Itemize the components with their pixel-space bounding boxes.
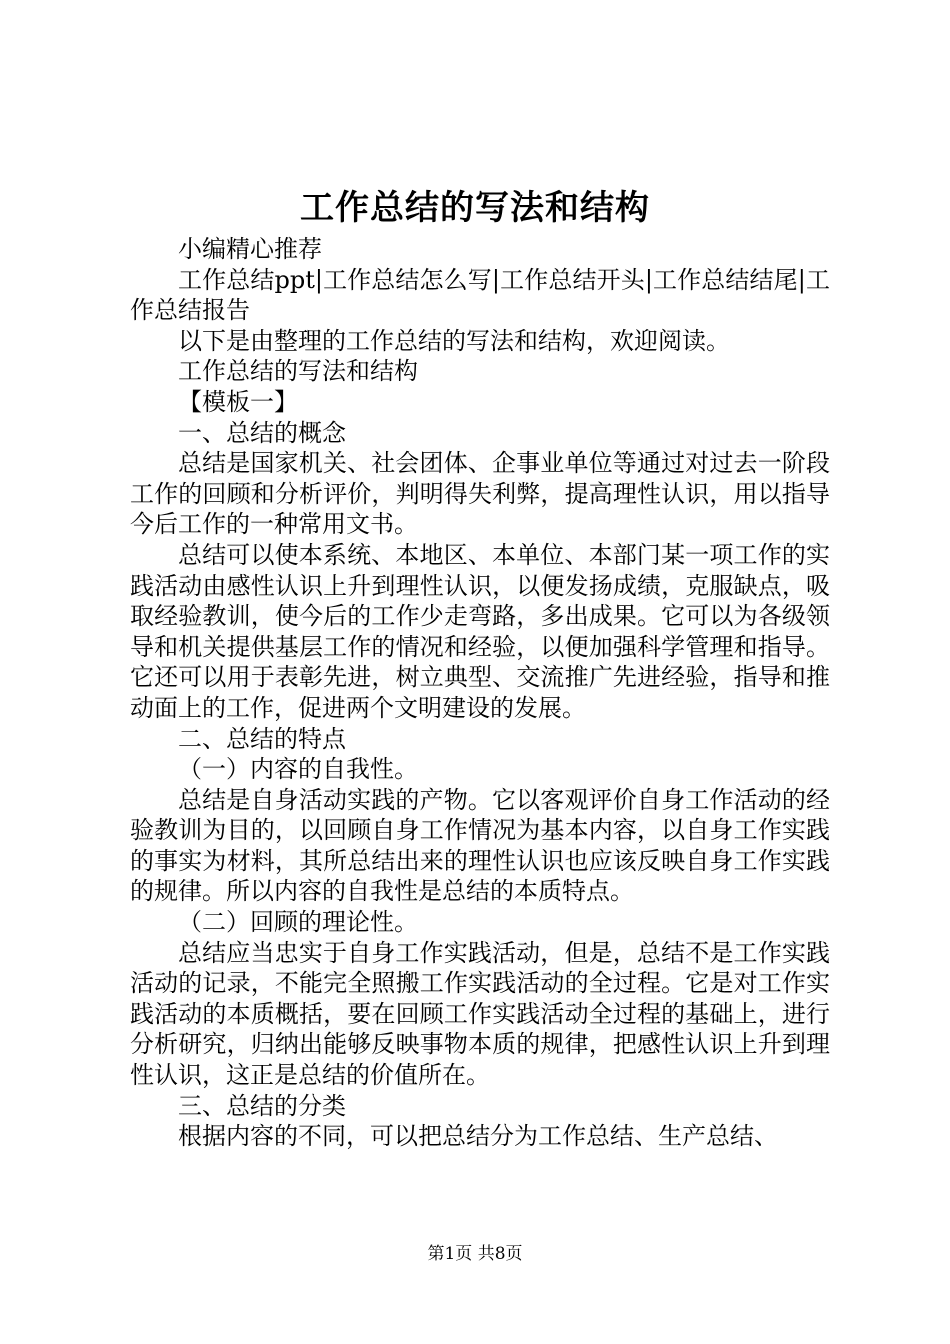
subsection-heading: （二）回顾的理论性。 bbox=[178, 908, 418, 937]
paragraph: 小编精心推荐 bbox=[178, 235, 322, 263]
paragraph: 工作总结的写法和结构 bbox=[178, 357, 418, 386]
section-heading: 三、总结的分类 bbox=[178, 1091, 346, 1120]
paragraph: 总结是自身活动实践的产物。它以客观评价自身工作活动的经验教训为目的，以回顾自身工作情况为基本内容，以自身工作实践的事实为材料，其所总结出来的理性认识也应该反映自身工作实践的规律。所以内容的自我性是总结的本质特点。 bbox=[130, 785, 830, 906]
paragraph: 以下是由整理的工作总结的写法和结构，欢迎阅读。 bbox=[178, 326, 730, 355]
paragraph: 总结应当忠实于自身工作实践活动，但是，总结不是工作实践活动的记录，不能完全照搬工作实践活动的全过程。它是对工作实践活动的本质概括，要在回顾工作实践活动全过程的基础上，进行分析研究，归纳出能够反映事物本质的规律，把感性认识上升到理性认识，这正是总结的价值所在。 bbox=[130, 938, 830, 1090]
document-title: 工作总结的写法和结构 bbox=[300, 188, 650, 228]
section-heading: 一、总结的概念 bbox=[178, 418, 346, 447]
paragraph: 总结可以使本系统、本地区、本单位、本部门某一项工作的实践活动由感性认识上升到理性认识，以便发扬成绩，克服缺点，吸取经验教训，使今后的工作少走弯路，多出成果。它可以为各级领导和机关提供基层工作的情况和经验，以便加强科学管理和指导。它还可以用于表彰先进，树立典型、交流推广先进经验，指导和推动面上的工作，促进两个文明建设的发展。 bbox=[130, 540, 830, 722]
paragraph: 【模板一】 bbox=[178, 387, 298, 416]
paragraph: 工作总结ppt|工作总结怎么写|工作总结开头|工作总结结尾|工作总结报告 bbox=[130, 265, 830, 325]
page-footer: 第1页 共8页 bbox=[427, 1244, 523, 1264]
section-heading: 二、总结的特点 bbox=[178, 724, 346, 753]
document-body bbox=[130, 234, 830, 1152]
subsection-heading: （一）内容的自我性。 bbox=[178, 755, 418, 784]
paragraph: 总结是国家机关、社会团体、企事业单位等通过对过去一阶段工作的回顾和分析评价，判明得失利弊，提高理性认识，用以指导今后工作的一种常用文书。 bbox=[130, 449, 830, 539]
paragraph: 根据内容的不同，可以把总结分为工作总结、生产总结、 bbox=[178, 1122, 778, 1151]
